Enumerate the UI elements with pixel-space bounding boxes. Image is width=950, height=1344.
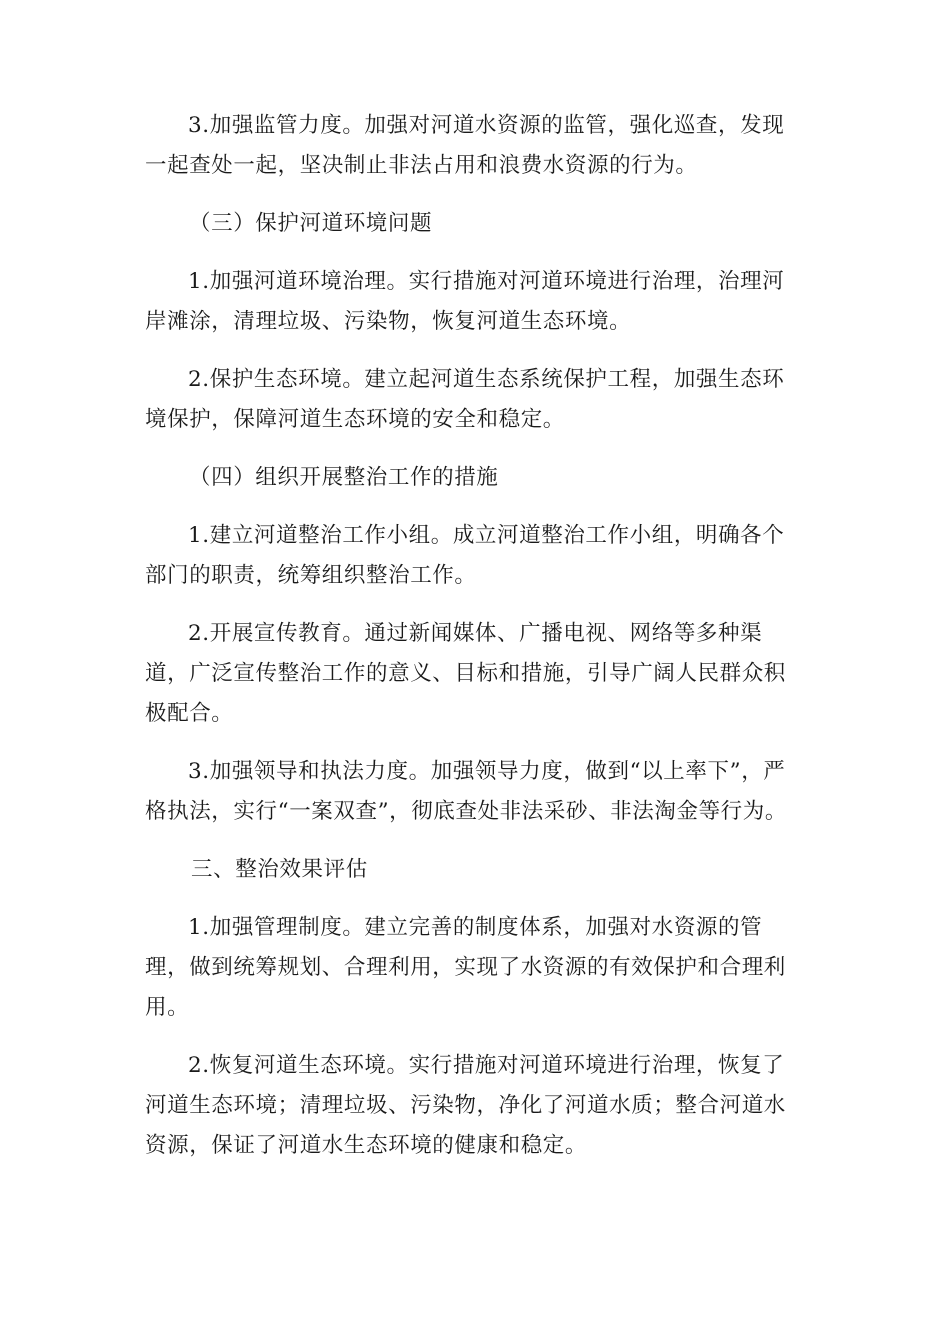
paragraph-law-enforcement: 3.加强领导和执法力度。加强领导力度，做到“以上率下”，严格执法，实行“一案双查”，彻底查处非法采砂、非法淘金等行为。 <box>145 759 787 824</box>
document-body <box>145 106 805 1184</box>
paragraph-working-group: 1.建立河道整治工作小组。成立河道整治工作小组，明确各个部门的职责，统筹组织整治工作。 <box>145 523 785 588</box>
paragraph-publicity: 2.开展宣传教育。通过新闻媒体、广播电视、网络等多种渠道，广泛宣传整治工作的意义、目标和措施，引导广阔人民群众积极配合。 <box>145 621 786 726</box>
paragraph-ecology-restoration: 2.恢复河道生态环境。实行措施对河道环境进行治理，恢复了河道生态环境；清理垃圾、污染物，净化了河道水质；整合河道水资源，保证了河道水生态环境的健康和稳定。 <box>145 1053 786 1158</box>
section-heading-measures: （四）组织开展整治工作的措施 <box>189 465 499 490</box>
paragraph-environment-governance: 1.加强河道环境治理。实行措施对河道环境进行治理，治理河岸滩涂，清理垃圾、污染物，恢复河道生态环境。 <box>145 269 785 334</box>
paragraph-supervision: 3.加强监管力度。加强对河道水资源的监管，强化巡查，发现一起查处一起，坚决制止非法占用和浪费水资源的行为。 <box>145 113 785 178</box>
section-heading-environment: （三）保护河道环境问题 <box>189 211 433 236</box>
paragraph-management-system: 1.加强管理制度。建立完善的制度体系，加强对水资源的管理，做到统筹规划、合理利用，实现了水资源的有效保护和合理利用。 <box>145 915 786 1020</box>
paragraph-ecology-protection: 2.保护生态环境。建立起河道生态系统保护工程，加强生态环境保护，保障河道生态环境的安全和稳定。 <box>145 367 785 432</box>
chapter-heading-evaluation: 三、整治效果评估 <box>191 857 368 882</box>
